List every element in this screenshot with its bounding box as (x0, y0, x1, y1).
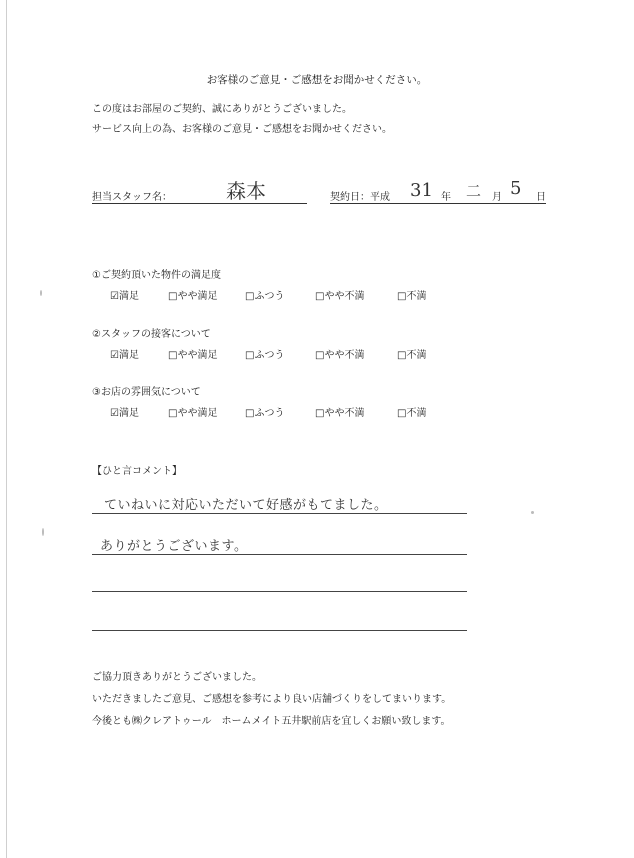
option-neutral[interactable]: □ふつう (245, 408, 285, 419)
comment-rule-3 (92, 591, 467, 592)
question-1-options (110, 287, 426, 302)
option-dissatisfied[interactable]: □不満 (397, 291, 427, 302)
question-3-options (110, 404, 426, 419)
question-1-title: ①ご契約頂いた物件の満足度 (92, 270, 221, 281)
option-dissatisfied[interactable]: □不満 (397, 408, 427, 419)
option-dissatisfied[interactable]: □不満 (397, 350, 427, 361)
scan-speck (42, 528, 44, 536)
option-satisfied[interactable]: ☑満足 (110, 350, 139, 361)
question-2-title: ②スタッフの接客について (92, 329, 211, 340)
comment-rule-4 (92, 630, 467, 631)
option-somewhat-satisfied[interactable]: □やや満足 (168, 408, 218, 419)
intro-line-1: この度はお部屋のご契約、誠にありがとうございました。 (92, 104, 352, 115)
month-unit: 月 (492, 192, 502, 203)
option-somewhat-satisfied[interactable]: □やや満足 (168, 291, 218, 302)
day-unit: 日 (536, 192, 546, 203)
option-neutral[interactable]: □ふつう (245, 350, 285, 361)
closing-line-1: ご協力頂きありがとうございました。 (92, 672, 262, 683)
comment-heading: 【ひと言コメント】 (92, 466, 182, 477)
question-3-title: ③お店の雰囲気について (92, 387, 201, 398)
staff-name-handwritten: 森本 (226, 179, 266, 203)
intro-line-2: サービス向上の為、お客様のご意見・ご感想をお聞かせください。 (92, 124, 392, 135)
question-2-options (110, 346, 426, 361)
closing-line-2: いただきましたご意見、ご感想を参考により良い店舗づくりをしてまいります。 (92, 694, 452, 705)
contract-month-handwritten: 二 (466, 182, 482, 200)
scan-speck (40, 290, 42, 296)
comment-line-1-handwritten: ていねいに対応いただいて好感がもてました。 (104, 498, 388, 513)
option-neutral[interactable]: □ふつう (245, 291, 285, 302)
option-somewhat-dissatisfied[interactable]: □やや不満 (315, 350, 365, 361)
contract-day-handwritten: 5 (510, 178, 522, 199)
scan-speck (531, 511, 534, 514)
year-unit: 年 (441, 192, 451, 203)
option-satisfied[interactable]: ☑満足 (110, 408, 139, 419)
date-underline (330, 203, 546, 204)
contract-date-label: 契約日：平成 (330, 192, 390, 203)
option-somewhat-dissatisfied[interactable]: □やや不満 (315, 408, 365, 419)
option-somewhat-satisfied[interactable]: □やや満足 (168, 350, 218, 361)
form-title: お客様のご意見・ご感想をお聞かせください。 (206, 74, 428, 86)
comment-rule-2 (92, 554, 467, 555)
contract-year-handwritten: 31 (410, 180, 433, 201)
option-somewhat-dissatisfied[interactable]: □やや不満 (315, 291, 365, 302)
staff-label: 担当スタッフ名： (92, 192, 172, 203)
option-satisfied[interactable]: ☑満足 (110, 291, 139, 302)
scan-edge-line (6, 0, 7, 858)
staff-underline (92, 203, 307, 204)
comment-line-2-handwritten: ありがとうございます。 (100, 539, 248, 554)
comment-rule-1 (92, 513, 467, 514)
closing-line-3: 今後とも㈱クレアトゥール ホームメイト五井駅前店を宜しくお願い致します。 (92, 716, 451, 727)
